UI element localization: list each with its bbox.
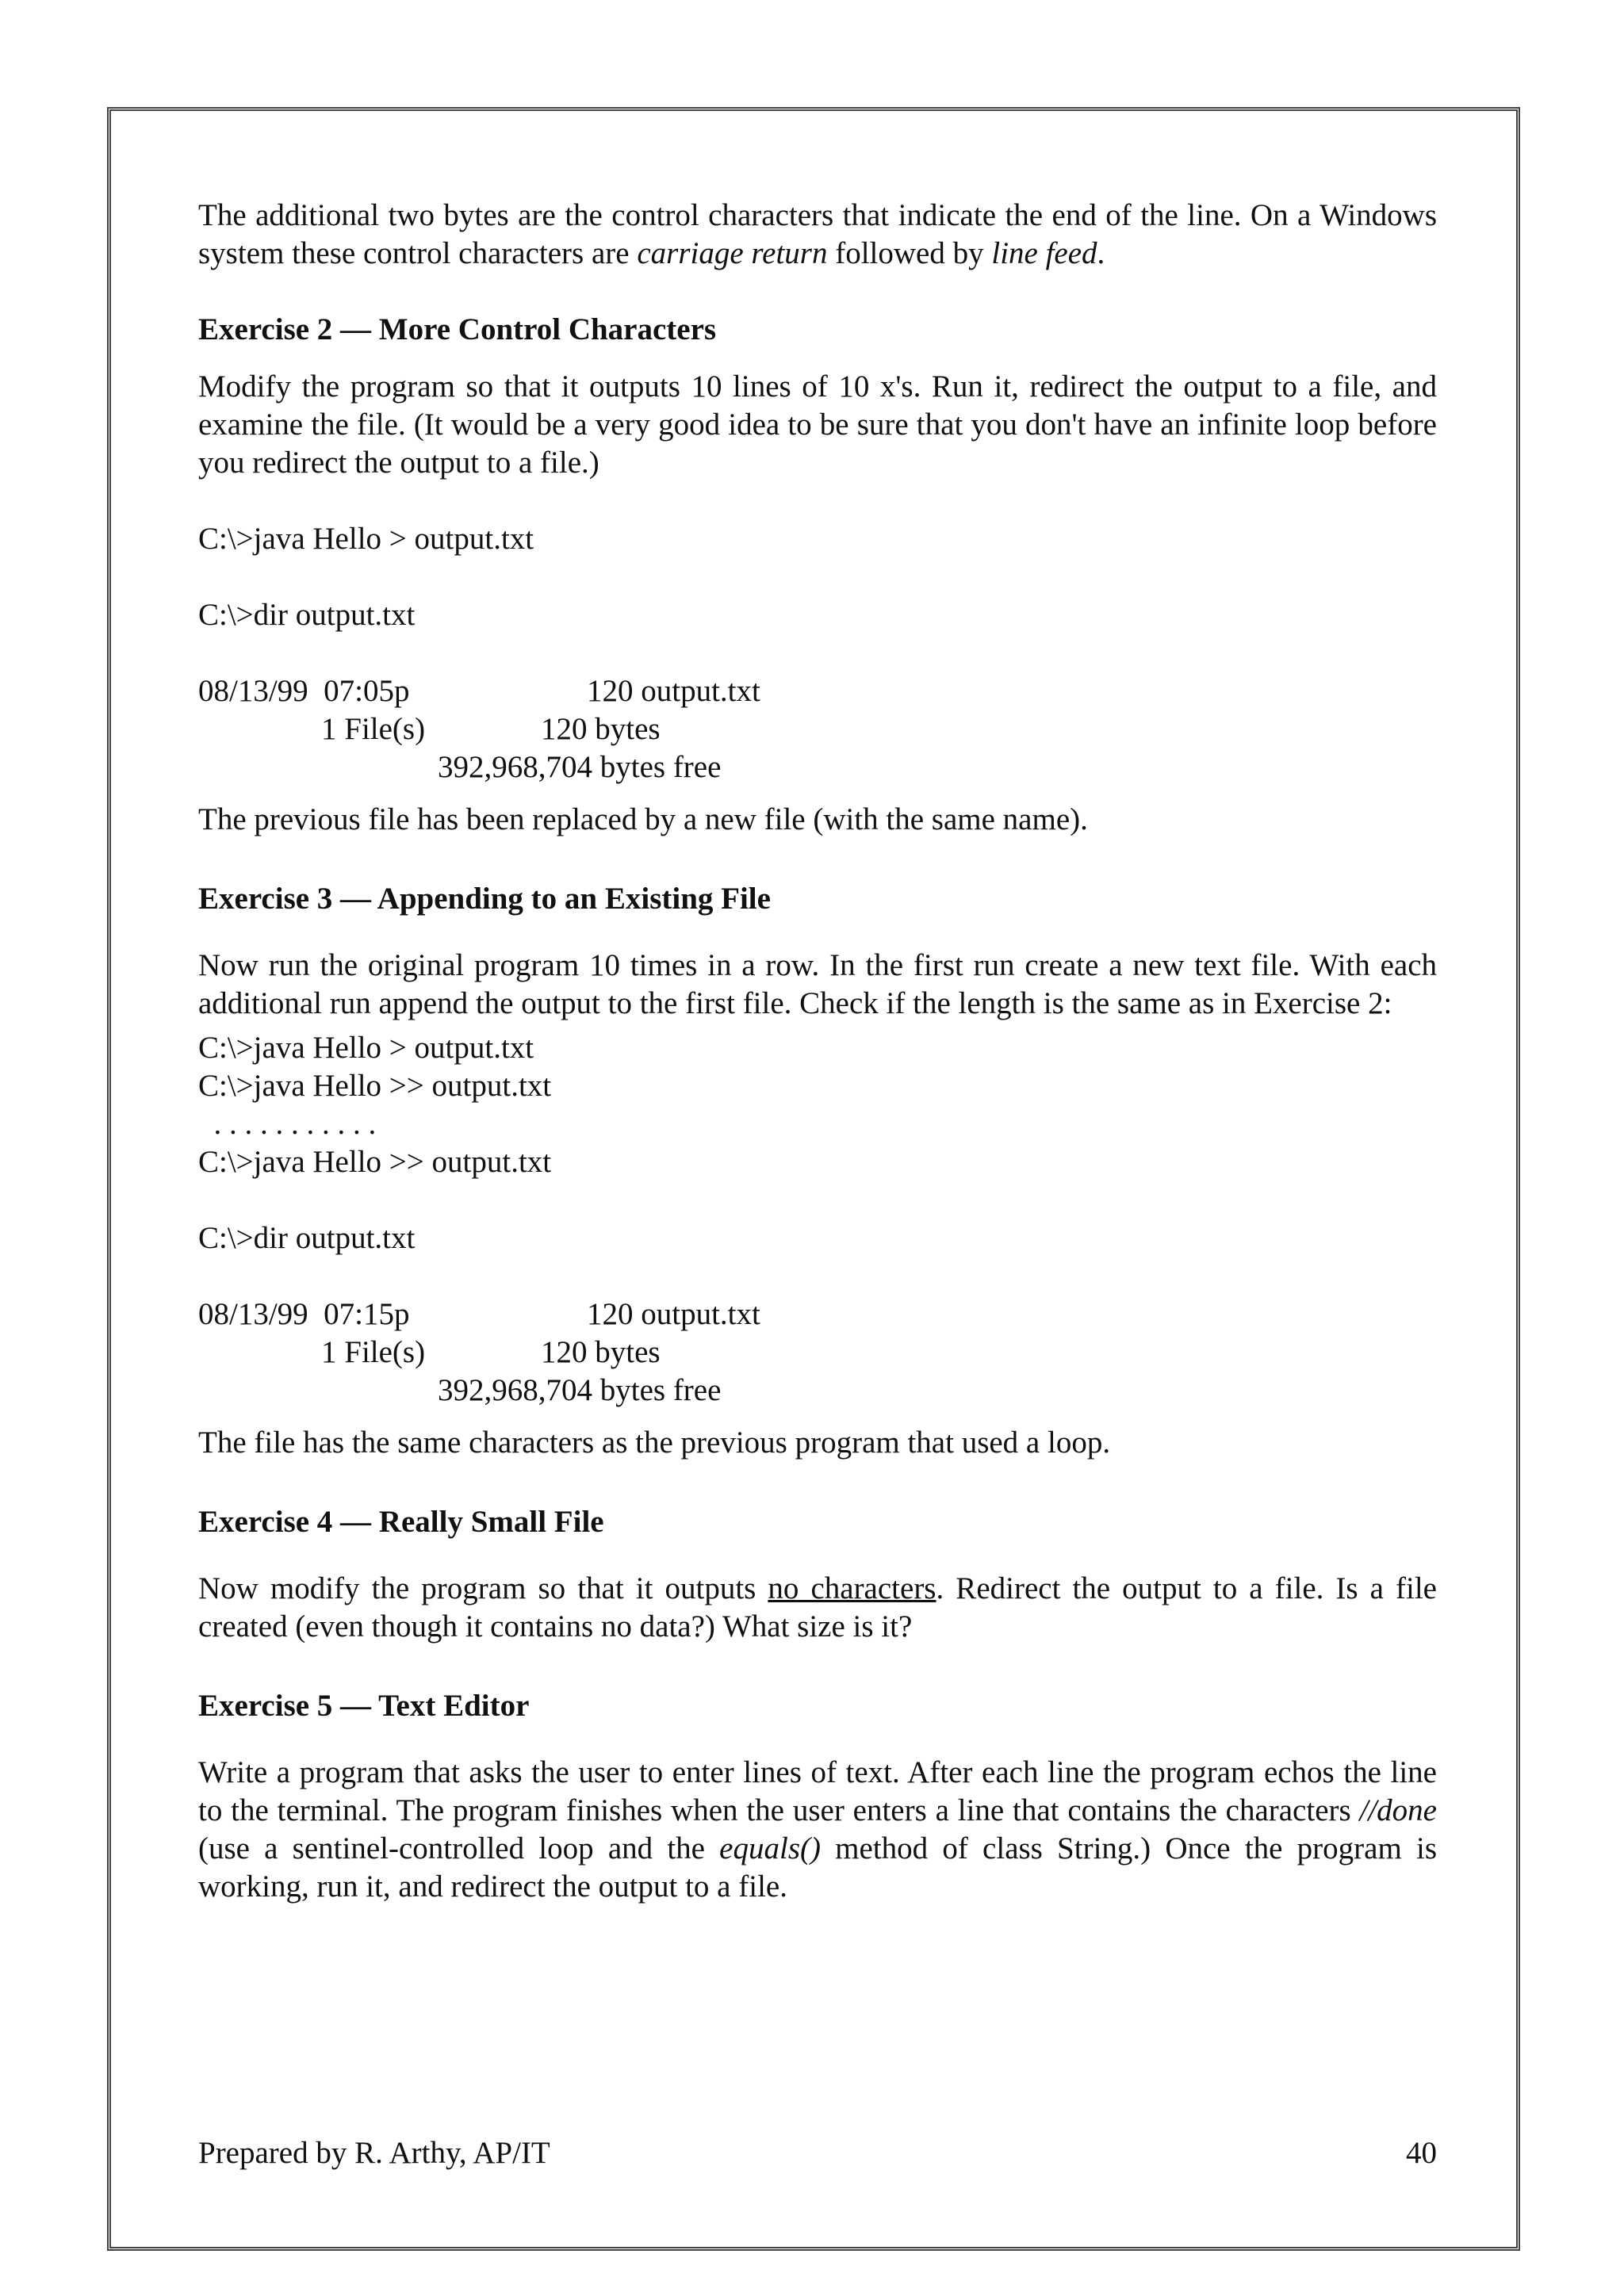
intro-text-2: followed by	[827, 236, 992, 270]
dir-bytes: 120 bytes	[541, 1335, 661, 1369]
dir-file-count: 1 File(s)	[321, 712, 426, 746]
dir-free: 392,968,704 bytes free	[438, 1373, 722, 1407]
exercise-3-command-dir: C:\>dir output.txt	[198, 1221, 416, 1255]
dir-date: 08/13/99 07:15p	[198, 1297, 410, 1331]
exercise-3-after: The file has the same characters as the previous program that used a loop.	[198, 1425, 1111, 1460]
exercise-4-heading: Exercise 4 — Really Small File	[198, 1505, 604, 1539]
dir-bytes: 120 bytes	[541, 712, 661, 746]
exercise-3-dots: . . . . . . . . . . .	[198, 1107, 377, 1141]
exercise-4-text-2: . Redirect the output to a file. Is a file created (even though it contains no data?) What size is it?	[198, 1571, 1437, 1644]
page-content	[198, 197, 1437, 1906]
dir-date: 08/13/99 07:05p	[198, 674, 410, 708]
exercise-3-body: Now run the original program 10 times in a row. In the first run create a new text file. With each additional run append the output to the first file. Check if the length is the same as in Exercise 2:	[198, 948, 1437, 1020]
exercise-5-text: Write a program that asks the user to enter lines of text. After each line the program echos the line to the terminal. The program finishes when the user enters a line that contains the characters	[198, 1755, 1437, 1827]
exercise-3-dir-listing	[198, 1295, 1437, 1410]
exercise-5-text-2: (use a sentinel-controlled loop and the	[198, 1831, 720, 1866]
intro-text: The additional two bytes are the control characters that indicate the end of the line. On a Windows system these control characters are	[198, 198, 1437, 270]
exercise-5-sentinel: //done	[1359, 1793, 1437, 1827]
exercise-5-heading: Exercise 5 — Text Editor	[198, 1689, 530, 1723]
dir-file-count: 1 File(s)	[321, 1335, 426, 1369]
exercise-5-method: equals()	[719, 1831, 821, 1866]
exercise-2-command-dir: C:\>dir output.txt	[198, 598, 416, 632]
intro-paragraph	[198, 197, 1437, 273]
intro-term-line-feed: line feed	[991, 236, 1097, 270]
exercise-2-heading: Exercise 2 — More Control Characters	[198, 312, 717, 346]
exercise-2-dir-listing	[198, 672, 1437, 786]
footer-author: Prepared by R. Arthy, AP/IT	[198, 2136, 550, 2170]
exercise-2-command-run: C:\>java Hello > output.txt	[198, 522, 534, 556]
intro-text-3: .	[1097, 236, 1105, 270]
exercise-2-body: Modify the program so that it outputs 10 lines of 10 x's. Run it, redirect the output to a file, and examine the file. (It would be a very good idea to be sure that you don't have an infinite loop before you redirect the output to a file.)	[198, 369, 1437, 480]
exercise-4-underlined-term: no characters	[768, 1571, 936, 1605]
dir-free: 392,968,704 bytes free	[438, 750, 722, 784]
intro-term-carriage-return: carriage return	[637, 236, 828, 270]
dir-size-name: 120 output.txt	[587, 1297, 760, 1331]
exercise-3-command-3: C:\>java Hello >> output.txt	[198, 1145, 552, 1179]
exercise-4-body	[198, 1570, 1437, 1646]
exercise-4-text: Now modify the program so that it outputs	[198, 1571, 768, 1605]
exercise-3-command-1: C:\>java Hello > output.txt	[198, 1031, 534, 1065]
exercise-2-after: The previous file has been replaced by a new file (with the same name).	[198, 802, 1088, 836]
exercise-5-text-3: method of class String.) Once the program is working, run it, and redirect the output to a file.	[198, 1831, 1437, 1904]
exercise-3-heading: Exercise 3 — Appending to an Existing File	[198, 882, 771, 916]
footer-page-number: 40	[1406, 2136, 1437, 2170]
dir-size-name: 120 output.txt	[587, 674, 760, 708]
exercise-5-body	[198, 1754, 1437, 1906]
exercise-3-command-2: C:\>java Hello >> output.txt	[198, 1069, 552, 1103]
